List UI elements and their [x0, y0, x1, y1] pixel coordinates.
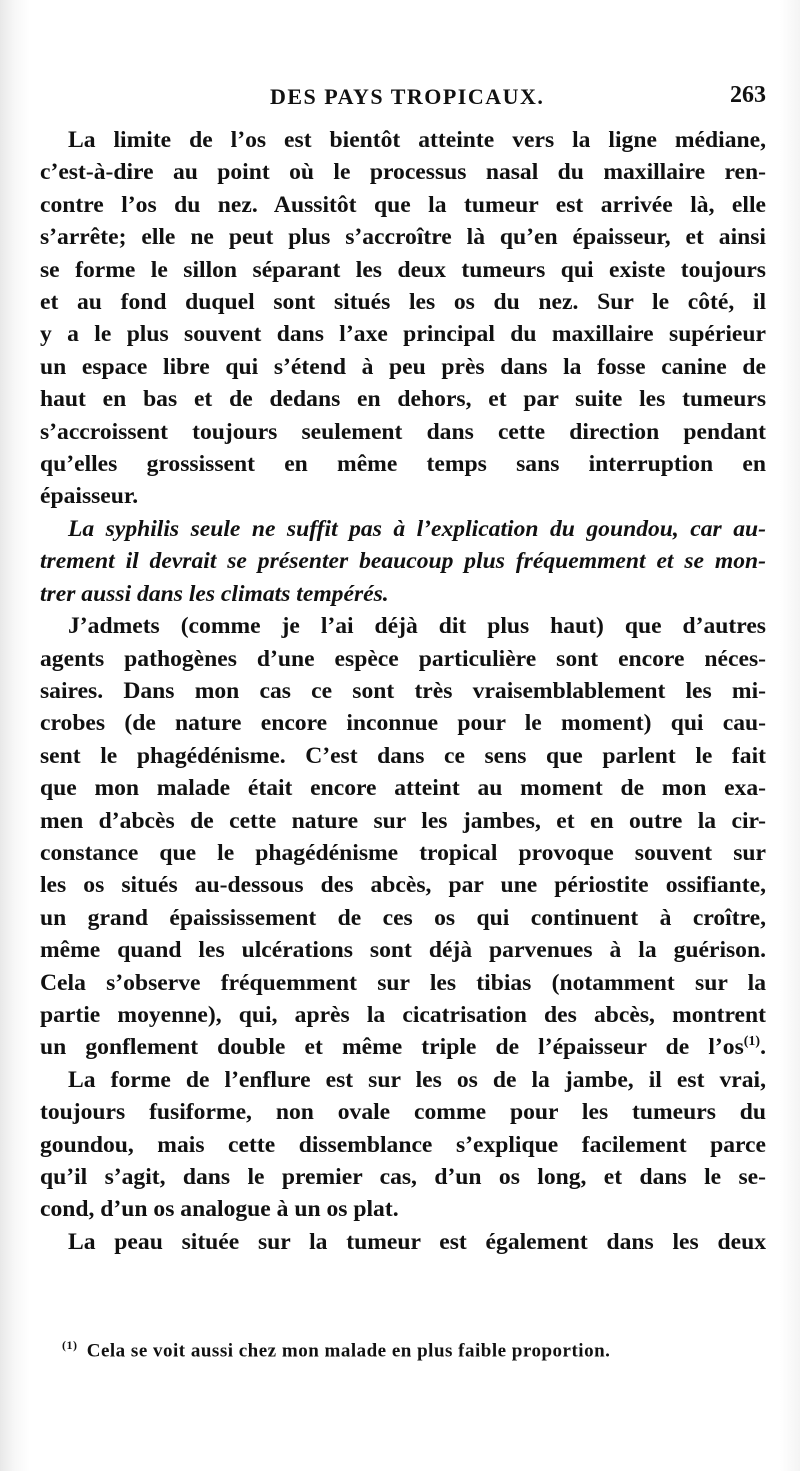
text-line: qu’il s’agit, dans le premier cas, d’un os long, et dans le se-: [40, 1164, 766, 1190]
body-text: [40, 124, 766, 1258]
text-line: La forme de l’enflure est sur les os de la jambe, il est vrai,: [68, 1066, 766, 1093]
text-line: et au fond duquel sont situés les os du nez. Sur le côté, il: [40, 289, 766, 316]
paragraph-2-italic: [40, 513, 766, 610]
text-line: La syphilis seule ne suffit pas à l’explication du goundou, car au-: [68, 515, 766, 542]
text-line-with-ref: [40, 1031, 766, 1063]
text-line: La limite de l’os est bientôt atteinte vers la ligne médiane,: [68, 127, 766, 153]
text-line: les os situés au-dessous des abcès, par une périostite ossifiante,: [40, 872, 766, 899]
text-line: agents pathogènes d’une espèce particulière sont encore néces-: [40, 645, 766, 672]
text-line: y a le plus souvent dans l’axe principal du maxillaire supérieur: [40, 321, 766, 348]
text-line: constance que le phagédénisme tropical provoque souvent sur: [40, 839, 766, 866]
text-line: un espace libre qui s’étend à peu près dans la fosse canine de: [40, 353, 766, 380]
text-line: c’est-à-dire au point où le processus nasal du maxillaire ren-: [40, 159, 766, 186]
text-line: contre l’os du nez. Aussitôt que la tumeur est arrivée là, elle: [40, 191, 766, 218]
text-line: un grand épaississement de ces os qui continuent à croître,: [40, 904, 766, 931]
paragraph-3: [40, 610, 766, 1226]
footnote-mark: (1): [62, 1338, 78, 1352]
text-line: Cela s’observe fréquemment sur les tibias (notamment sur la: [40, 969, 766, 996]
text-line: cond, d’un os analogue à un os plat.: [40, 1196, 399, 1223]
paragraph-4: [40, 1226, 766, 1258]
text-line: qu’elles grossissent en même temps sans interruption en: [40, 451, 766, 478]
paragraph-1: [40, 124, 766, 513]
text-line: se forme le sillon séparant les deux tumeurs qui existe toujours: [40, 256, 766, 283]
text-line: saires. Dans mon cas ce sont très vraisemblablement les mi-: [40, 677, 766, 704]
text-line: La peau située sur la tumeur est également dans les deux: [68, 1228, 766, 1255]
footnote-reference[interactable]: (1): [743, 1034, 761, 1050]
text-line: sent le phagédénisme. C’est dans ce sens que parlent le fait: [40, 742, 766, 769]
text-line: s’arrête; elle ne peut plus s’accroître là qu’en épaisseur, et ainsi: [40, 224, 766, 251]
text-line: trement il devrait se présenter beaucoup plus fréquemment et se mon-: [40, 548, 766, 575]
text-line: goundou, mais cette dissemblance s’explique facilement parce: [40, 1131, 766, 1158]
text-segment: .: [760, 1034, 766, 1061]
text-segment: un gonflement double et même triple de l’épaisseur de l’os: [40, 1034, 744, 1061]
text-line: s’accroissent toujours seulement dans cette direction pendant: [40, 418, 766, 445]
text-line: même quand les ulcérations sont déjà parvenues à la guérison.: [40, 937, 766, 964]
text-line: épaisseur.: [40, 483, 139, 510]
text-line: trer aussi dans les climats tempérés.: [40, 580, 389, 607]
text-line: partie moyenne), qui, après la cicatrisation des abcès, montrent: [40, 1001, 766, 1028]
page-number: 263: [730, 82, 766, 108]
text-line: men d’abcès de cette nature sur les jambes, et en outre la cir-: [40, 807, 766, 834]
footnote: [62, 1338, 702, 1362]
running-head: DES PAYS TROPICAUX.: [270, 84, 545, 109]
text-line: que mon malade était encore atteint au moment de mon exa-: [40, 775, 766, 802]
page-header: [60, 80, 766, 114]
footnote-text: Cela se voit aussi chez mon malade en plus faible proportion.: [86, 1340, 611, 1362]
text-line: haut en bas et de dedans en dehors, et par suite les tumeurs: [40, 386, 766, 413]
text-line: J’admets (comme je l’ai déjà dit plus haut) que d’autres: [68, 613, 766, 640]
text-line: crobes (de nature encore inconnue pour le moment) qui cau-: [40, 710, 766, 737]
text-line: toujours fusiforme, non ovale comme pour les tumeurs du: [40, 1099, 766, 1126]
